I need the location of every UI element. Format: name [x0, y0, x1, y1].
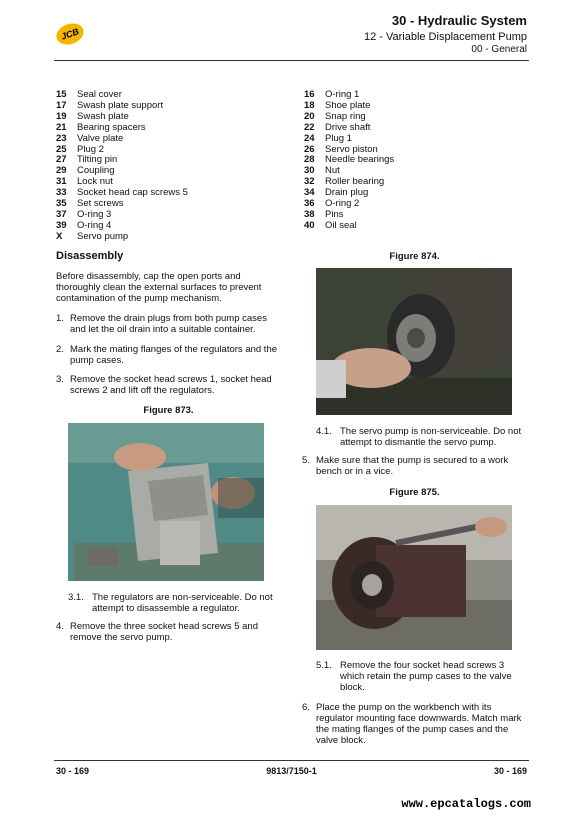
page-subtitle: 12 - Variable Displacement Pump: [363, 31, 527, 43]
header-rule: [54, 60, 529, 61]
figure-874-photo: [316, 268, 512, 415]
footer-page-left: 30 - 169: [56, 766, 90, 776]
footer-page-right: 30 - 169: [493, 766, 527, 776]
step-1: 1. Remove the drain plugs from both pump cases and let the oil drain into a suitable container.: [56, 313, 267, 335]
list-item: 20 Snap ring: [304, 110, 366, 122]
list-item: 25 Plug 2: [56, 143, 104, 155]
step-6: 6. Place the pump on the workbench with its regulator mounting face downwards. Match mark the mating flanges of the pump cases and the valve block.: [302, 702, 522, 746]
list-item: 40 Oil seal: [304, 219, 357, 231]
list-item: 29 Coupling: [56, 165, 115, 177]
list-item: 15 Seal cover: [56, 89, 122, 100]
parts-list-left: [56, 90, 188, 243]
intro-paragraph: Before disassembly, cap the open ports and thoroughly clean the external surfaces to prevent contamination of the pump mechanism.: [56, 271, 262, 304]
list-item: 16 O-ring 1: [304, 89, 360, 100]
step-4-1: 4.1. The servo pump is non-serviceable. Do not attempt to dismantle the servo pump.: [316, 426, 522, 448]
watermark: www.epcatalogs.com: [401, 797, 531, 811]
list-item: 27 Tilting pin: [56, 154, 118, 166]
list-item: 31 Lock nut: [56, 176, 113, 188]
parts-list-right: [304, 90, 394, 232]
list-item: 18 Shoe plate: [304, 99, 371, 111]
step-5-1: 5.1. Remove the four socket head screws 3 which retain the pump cases to the valve block.: [316, 660, 512, 693]
page-title: 30 - Hydraulic System: [391, 13, 527, 28]
figure-873-photo: [68, 423, 264, 581]
list-item: 19 Swash plate: [56, 110, 129, 122]
footer-doc-number: 9813/7150-1: [266, 766, 317, 776]
list-item: 24 Plug 1: [304, 132, 352, 144]
figure-873-caption: Figure 873.: [143, 405, 194, 416]
step-3-1: 3.1. The regulators are non-serviceable. Do not attempt to disassemble a regulator.: [68, 592, 273, 614]
list-item: 36 O-ring 2: [304, 198, 360, 210]
list-item: 32 Roller bearing: [304, 176, 385, 188]
footer-rule: [54, 760, 529, 761]
figure-875-photo: [316, 505, 512, 650]
list-item: 28 Needle bearings: [304, 154, 395, 166]
figure-875-caption: Figure 875.: [389, 487, 440, 498]
page-section: 00 - General: [471, 44, 527, 55]
figure-874-caption: Figure 874.: [389, 251, 440, 262]
list-item: 22 Drive shaft: [304, 121, 371, 133]
step-4: 4. Remove the three socket head screws 5 and remove the servo pump.: [56, 621, 258, 643]
list-item: 17 Swash plate support: [56, 99, 164, 111]
list-item: 21 Bearing spacers: [56, 121, 146, 133]
step-5: 5. Make sure that the pump is secured to a work bench or in a vice.: [302, 455, 509, 477]
step-3: 3. Remove the socket head screws 1, socket head screws 2 and lift off the regulators.: [56, 374, 272, 396]
list-item: 39 O-ring 4: [56, 219, 112, 231]
list-item: 34 Drain plug: [304, 187, 369, 199]
list-item: 35 Set screws: [56, 198, 124, 210]
list-item: 26 Servo piston: [304, 143, 378, 155]
disassembly-heading: Disassembly: [56, 250, 124, 262]
list-item: 30 Nut: [304, 165, 340, 177]
list-item: 23 Valve plate: [56, 132, 124, 144]
list-item: 37 O-ring 3: [56, 208, 112, 220]
list-item: 33 Socket head cap screws 5: [56, 187, 188, 199]
list-item: X Servo pump: [56, 230, 129, 242]
step-2: 2. Mark the mating flanges of the regulators and the pump cases.: [56, 344, 278, 366]
jcb-logo: JCB: [53, 20, 86, 48]
list-item: 38 Pins: [304, 208, 344, 220]
